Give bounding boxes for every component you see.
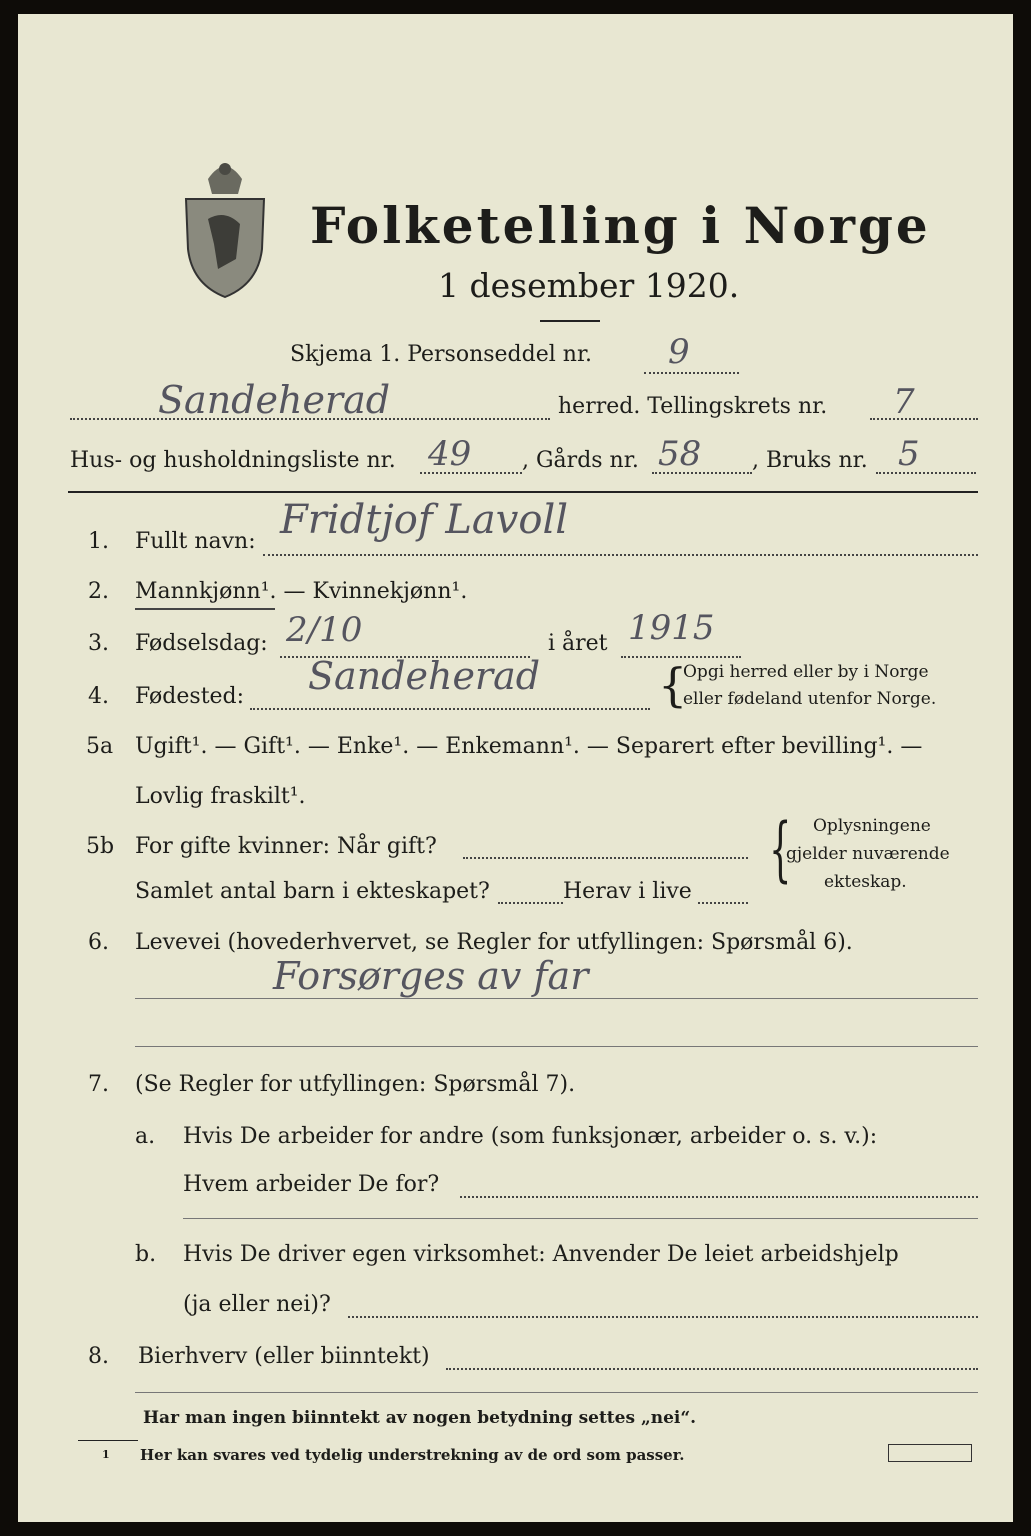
personseddel-field-line xyxy=(644,372,739,374)
q5b-number: 5b xyxy=(86,834,115,859)
q3-year-label: i året xyxy=(548,631,608,656)
q2-gender-options[interactable]: Mannkjønn¹. — Kvinnekjønn¹. xyxy=(135,579,468,604)
q7a-letter: a. xyxy=(135,1124,156,1149)
bruks-value[interactable]: 5 xyxy=(898,434,920,474)
q5b-alive-label: Herav i live xyxy=(563,879,692,904)
q7a-label: Hvis De arbeider for andre (som funksjonær, arbeider o. s. v.): xyxy=(183,1124,878,1149)
herred-label: herred. Tellingskrets nr. xyxy=(558,394,828,419)
q5b-children-label: Samlet antal barn i ekteskapet? xyxy=(135,879,490,904)
footnote-text: Her kan svares ved tydelig understrekning av de ord som passer. xyxy=(140,1446,685,1464)
q7a-extra-line xyxy=(183,1218,978,1219)
q3-number: 3. xyxy=(88,631,109,656)
gards-value[interactable]: 58 xyxy=(658,434,702,474)
q4-field-line xyxy=(250,708,650,710)
q7b-yes-no-label: (ja eller nei)? xyxy=(183,1292,331,1317)
q6-label: Levevei (hovederhvervet, se Regler for utfyllingen: Spørsmål 6). xyxy=(135,930,853,955)
q7b-letter: b. xyxy=(135,1242,157,1267)
q7-number: 7. xyxy=(88,1072,109,1097)
q5b-when-married-label: For gifte kvinner: Når gift? xyxy=(135,834,437,859)
q6-line1 xyxy=(135,998,978,999)
q7b-yes-no-field[interactable] xyxy=(348,1316,978,1318)
q5a-number: 5a xyxy=(86,734,114,759)
q5b-note-brace: } xyxy=(769,808,792,890)
q3-birthdate-value[interactable]: 2/10 xyxy=(286,610,363,650)
q4-note-brace: { xyxy=(658,658,688,712)
footnote-divider xyxy=(78,1440,138,1441)
header-divider xyxy=(68,491,978,493)
q6-line2 xyxy=(135,1046,978,1047)
q3-year-value[interactable]: 1915 xyxy=(628,608,715,648)
skjema-label: Skjema 1. Personseddel nr. xyxy=(290,342,593,367)
q5b-note-line2: gjelder nuværende xyxy=(786,844,950,864)
q3-label: Fødselsdag: xyxy=(135,631,268,656)
q4-number: 4. xyxy=(88,684,109,709)
q4-label: Fødested: xyxy=(135,684,245,709)
form-title: Folketelling i Norge xyxy=(310,196,931,255)
printer-stamp xyxy=(888,1444,972,1462)
tellingskrets-field-line xyxy=(870,418,978,420)
q1-field-line xyxy=(263,554,978,556)
personseddel-value[interactable]: 9 xyxy=(668,332,690,372)
q7b-label: Hvis De driver egen virksomhet: Anvender De leiet arbeidshjelp xyxy=(183,1242,899,1267)
q1-number: 1. xyxy=(88,529,109,554)
q4-birthplace-value[interactable]: Sandeherad xyxy=(308,654,541,698)
coat-of-arms-icon xyxy=(178,149,273,299)
bruks-field-line xyxy=(876,472,976,474)
biinntekt-note: Har man ingen biinntekt av nogen betydning settes „nei“. xyxy=(143,1408,697,1428)
q8-label: Bierhverv (eller biinntekt) xyxy=(138,1344,430,1369)
hus-value[interactable]: 49 xyxy=(428,434,472,474)
form-date: 1 desember 1920. xyxy=(438,266,740,305)
q6-number: 6. xyxy=(88,930,109,955)
q7a-employer-label: Hvem arbeider De for? xyxy=(183,1172,440,1197)
herred-value[interactable]: Sandeherad xyxy=(158,378,391,422)
census-form-page xyxy=(18,14,1013,1522)
q5a-marital-options-cont[interactable]: Lovlig fraskilt¹. xyxy=(135,784,306,809)
q5b-when-married-field[interactable] xyxy=(463,857,748,859)
q7a-employer-field[interactable] xyxy=(460,1196,978,1198)
q2-number: 2. xyxy=(88,579,109,604)
q5b-note-line3: ekteskap. xyxy=(824,872,907,892)
bruks-label: , Bruks nr. xyxy=(752,448,868,473)
q5b-children-field[interactable] xyxy=(498,902,563,904)
q1-label: Fullt navn: xyxy=(135,529,256,554)
q8-extra-line xyxy=(135,1392,978,1393)
q6-occupation-value[interactable]: Forsørges av far xyxy=(273,954,589,998)
q2-mannkjonn-underline xyxy=(135,608,275,610)
q7-label: (Se Regler for utfyllingen: Spørsmål 7). xyxy=(135,1072,576,1097)
q8-number: 8. xyxy=(88,1344,109,1369)
q4-note-line2: eller fødeland utenfor Norge. xyxy=(683,689,937,709)
gards-label: , Gårds nr. xyxy=(522,448,639,473)
q4-note-line1: Opgi herred eller by i Norge xyxy=(683,662,929,682)
tellingskrets-value[interactable]: 7 xyxy=(893,382,915,422)
title-divider xyxy=(540,320,600,322)
hus-label: Hus- og husholdningsliste nr. xyxy=(70,448,396,473)
q5b-note-line1: Oplysningene xyxy=(813,816,931,836)
q1-full-name-value[interactable]: Fridtjof Lavoll xyxy=(280,497,569,543)
q5b-alive-field[interactable] xyxy=(698,902,748,904)
q5a-marital-options[interactable]: Ugift¹. — Gift¹. — Enke¹. — Enkemann¹. — Separert efter bevilling¹. — xyxy=(135,734,923,759)
footnote-mark: 1 xyxy=(102,1448,110,1461)
q8-field-line[interactable] xyxy=(446,1368,978,1370)
